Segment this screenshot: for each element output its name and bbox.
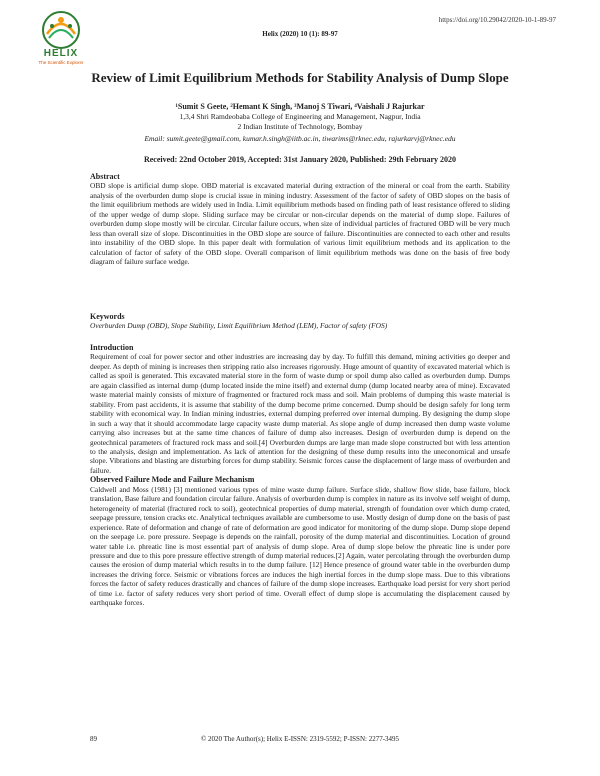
- affiliation-1: 1,3,4 Shri Ramdeobaba College of Engineering and Management, Nagpur, India: [179, 112, 421, 121]
- journal-citation: Helix (2020) 10 (1): 89-97: [262, 30, 338, 38]
- keywords-section: [90, 312, 510, 331]
- observed-heading: Observed Failure Mode and Failure Mechanism: [90, 475, 255, 485]
- abstract-text: OBD slope is artificial dump slope. OBD material is excavated material during extraction of the mineral or coal from the earth. Stability analysis of the overburden dump slope is crucial issue in mining industry. Assessment of the factor of safety of OBD slopes on the basis of the limit equilibrium methods are widely used in India. Limit equilibrium methods based on finding path of least resistance offered to sliding of the upper wedge of dump slope. Sliding surface may be circular or non-circular depends on the material of dump slope. Failures of overburden dump slope mostly will be circular. Circular failure occurs, when size of individual particles of fractured OBD will be very much less than overall size of slope. Discontinuities in the OBD slope are source of failure. Discontinuities are connected to each other and results into instability of the OBD slope. In this paper dealt with formulation of various limit equilibrium methods and its application to the calculation of factor of safety of the OBD slope. Overall comparison of limit equilibrium methods was done on the basis of free body diagram of failure surface wedge.: [90, 181, 510, 267]
- abstract-section: [90, 172, 510, 267]
- page-number: 89: [90, 735, 97, 743]
- logo-tagline: The Scientific Explorer: [38, 60, 84, 65]
- doi-link[interactable]: https://doi.org/10.29042/2020-10-1-89-97: [438, 16, 556, 24]
- affiliation-2: 2 Indian Institute of Technology, Bombay: [237, 122, 363, 131]
- observed-text: Caldwell and Moss (1981) [3] mentioned various types of mine waste dump failure. Surface slide, shallow flow slide, base failure, block translation, Base failure and foundation circular failure. Analysis of overburden dump is complex in nature as its involve self weight of dump, heterogeneity of material (fractured rock to soil), geotechnical properties of dump material, strength of foundation over which dump crated, seepage pressure, tension cracks etc. Analytical techniques available are cumbersome to use. Mostly design of dump done on the basis of past experience. Rate of deformation and change of rate of deformation are good indicator for monitoring of the dump slope. Dump slope depend on the seepage i.e. pore pressure. Seepage is depends on the rainfall, porosity of the dump material and discontinuities. Location of ground water table i.e. phreatic line is most essential part of analysis of dump slope. Area of dump slope below the phreatic line is under pore pressure and due to this pore pressure effective strength of dump material reduces.[2] Again, water percolating through the overburden dump causes the erosion of dump material which results in to the dump failure. [12] Hence presence of ground water table in the overburden dump increases the driving force. Seismic or vibrations forces are induces the high inertial forces in the dump slope mass. Due to this vibrations forces the factor of safety reduces drastically and chances of failure of the dump slope increases. Earthquake load persist for very short period of time i.e. factor of safety reduces very short period of time. Overall effect of dump slope is accumulating the displacement caused by earthquake forces.: [90, 484, 510, 608]
- author-emails[interactable]: Email: sumit.geete@gmail.com, kumar.h.singh@iitb.ac.in, tiwarims@rknec.edu, rajurkarvj@rknec.edu: [144, 134, 456, 143]
- abstract-heading: Abstract: [90, 172, 120, 181]
- article-title: Review of Limit Equilibrium Methods for Stability Analysis of Dump Slope: [91, 70, 509, 85]
- footer-copyright: © 2020 The Author(s); Helix E-ISSN: 2319-5592; P-ISSN: 2277-3495: [200, 735, 400, 743]
- introduction-section: [90, 343, 510, 608]
- introduction-heading: Introduction: [90, 343, 134, 352]
- publication-dates: Received: 22nd October 2019, Accepted: 31st January 2020, Published: 29th February 2020: [143, 155, 457, 164]
- journal-logo: [30, 8, 92, 68]
- keywords-text: Overburden Dump (OBD), Slope Stability, Limit Equilibrium Method (LEM), Factor of safety (FOS): [90, 321, 388, 331]
- keywords-heading: Keywords: [90, 312, 125, 321]
- logo-text: HELIX: [43, 48, 79, 59]
- introduction-text: Requirement of coal for power sector and other industries are increasing day by day. To fulfill this demand, mining activities go deeper and deeper. As depth of mining is increases then stripping ratio also increases rigorously. Huge amount of quantity of excavated material which is called as spoil is generated. This excavated material store in the form of waste dump or spoil dump also called as overburden dump. Dumps are again classified as internal dump (dump located inside the mine itself) and external dump (dump located nearby area of mine). Excavated waste material mainly consists of mixture of fragmented or fractured rock mass and soil. Main problems of dumping this waste material is stability. From past accidents, it is assume that stability of the dump become prime concerned. Dump should be design safely for long term stability with economical way. In Indian mining industries, external dumping preferred over internal dumping. By designing the dump slope in such a way that it should accommodate large capacity waste dump material. As slope angle of dump increased then dump waste volume carrying also increases but at the same time chances of failure of dump also increases. Design of overburden dump is depend on the geotechnical parameters of fractured rock mass and soil.[4] Overburden dumps are large man made slope constructed but with less attention to the analysis, design and implementation. As lack of attention for the designing of these dump results into the uneconomical and unsafe slope. Vibrations and blasting are disturbing forces for dump stability. Seismic forces cause the displacement of large mass of overburden and failure.: [90, 352, 510, 475]
- author-list: ¹Sumit S Geete, ²Hemant K Singh, ³Manoj S Tiwari, ⁴Vaishali J Rajurkar: [175, 102, 425, 111]
